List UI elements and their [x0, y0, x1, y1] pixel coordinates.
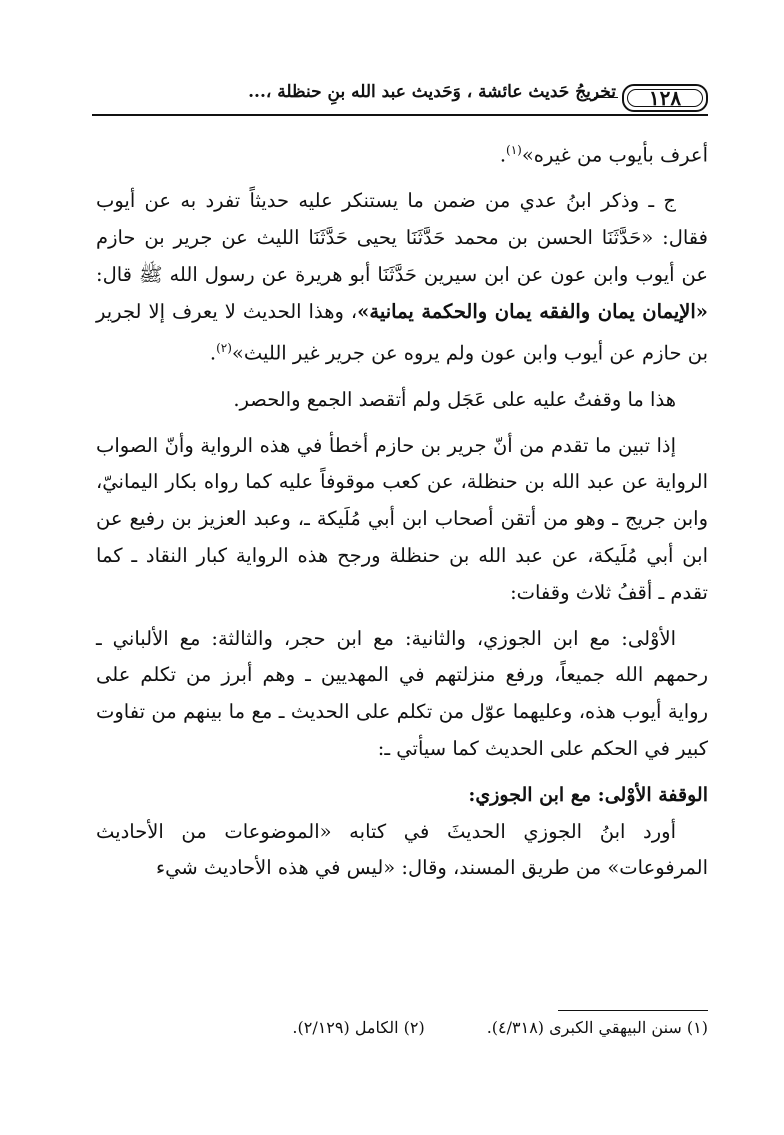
paragraph-2-text-a: ج ـ وذكر ابنُ عدي من ضمن ما يستنكر عليه حديثاً تفرد به عن أيوب فقال: «حَدَّثَنَا الحسن بن محمد حَدَّثَنَا يحيى حَدَّثَنَا الليث عن جرير بن حازم عن أيوب وابن عون عن ابن سيرين حَدَّثَنَا أبو هريرة عن رسول الله ﷺ قال: — [96, 189, 708, 286]
footnote-1: (١) سنن البيهقي الكبرى (٤/٣١٨). — [486, 1018, 708, 1037]
footnotes — [96, 1018, 708, 1037]
footnote-2: (٢) الكامل (٢/١٢٩). — [292, 1018, 425, 1037]
hadith-quote: «الإيمان يمان والفقه يمان والحكمة يمانية» — [357, 299, 708, 323]
paragraph-1-end: . — [499, 143, 507, 167]
footnote-ref-1: (١) — [506, 143, 522, 157]
page-number: ١٢٨ — [648, 86, 682, 110]
running-title: تخريجُ حَديث عائشة ، وَحَديث عبد الله بنِ حنظلة ،... — [248, 82, 616, 102]
footnote-rule — [558, 1010, 708, 1011]
paragraph-3: هذا ما وقفتُ عليه على عَجَل ولم أتقصد الجمع والحصر. — [233, 387, 676, 411]
header-rule — [92, 114, 708, 116]
section-heading: الوقفة الأوْلى: مع ابن الجوزي: — [468, 783, 708, 806]
paragraph-6: أورد ابنُ الجوزي الحديثَ في كتابه «الموضوعات من الأحاديث المرفوعات» من طريق المسند، وقال: «ليس في هذه الأحاديث شيء — [96, 819, 708, 880]
paragraph-1-text: أعرف بأيوب من غيره» — [521, 143, 708, 167]
paragraph-5: الأوْلى: مع ابن الجوزي، والثانية: مع ابن حجر، والثالثة: مع الألباني ـ رحمهم الله جميعاً، ورفع منزلتهم في المهديين ـ وهم أبرز من تكلم على رواية أيوب هذه، وعليهما عوّل من تكلم على الحديث ـ مع ما بينهم من تفاوت كبير في الحكم على الحديث كما سيأتي ـ: — [96, 626, 708, 760]
paragraph-2-text-b: ، وهذا الحديث لا يعرف إلا لجرير بن حازم عن أيوب وابن عون ولم يروه عن جرير غير الليث» — [96, 299, 708, 365]
page-number-badge — [622, 84, 708, 112]
paragraph-2-end: . — [209, 341, 217, 365]
page-header — [92, 72, 708, 116]
paragraph-2 — [96, 183, 708, 372]
page-body — [96, 132, 708, 887]
paragraph-4: إذا تبين ما تقدم من أنّ جرير بن حازم أخطأ في هذه الرواية وأنّ الصواب الرواية عن عبد الله بن حنظلة، عن كعب موقوفاً عليه كما رواه بكار اليمانيّ، وابن جريج ـ وهو من أتقن أصحاب ابن أبي مُلَيكة ـ، وعبد العزيز بن رفيع عن ابن أبي مُلَيكة، عن عبد الله بن حنظلة ورجح هذه الرواية كبار النقاد ـ كما تقدم ـ أقفُ ثلاث وقفات: — [96, 433, 708, 604]
footnote-ref-2: (٢) — [216, 341, 232, 356]
paragraph-1 — [96, 132, 708, 174]
